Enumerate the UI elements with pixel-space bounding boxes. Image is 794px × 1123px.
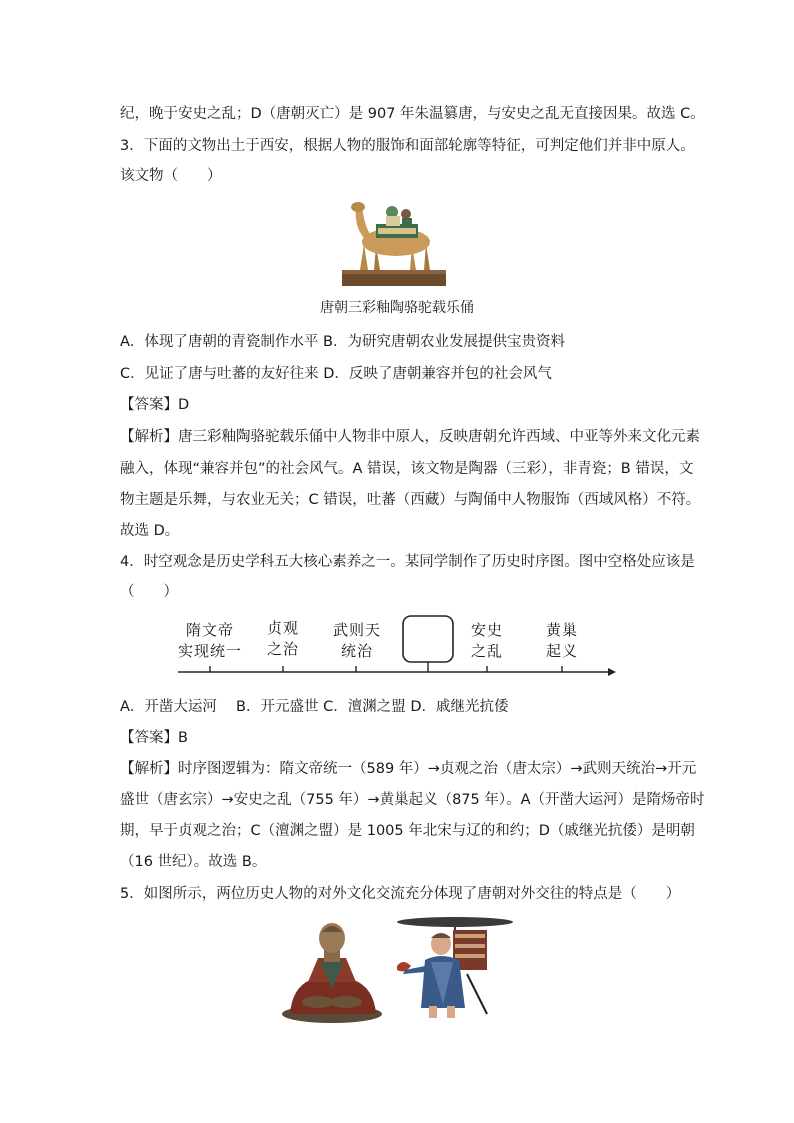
question-3-option-cd: C．见证了唐与吐蕃的友好往来 D．反映了唐朝兼容并包的社会风气 (120, 366, 552, 382)
timeline-label: 黄巢 起义 (545, 621, 578, 660)
question-4-options: A．开凿大运河 B．开元盛世 C．澶渊之盟 D．戚继光抗倭 (120, 699, 509, 715)
question-3-stem: 3．下面的文物出土于西安，根据人物的服饰和面部轮廓等特征，可判定他们并非中原人。 (120, 138, 695, 154)
question-5-stem: 5．如图所示，两位历史人物的对外文化交流充分体现了唐朝对外交往的特点是（ ） (120, 886, 681, 902)
timeline-label: 武则天 统治 (332, 621, 381, 660)
answer-label: 【答案】D (120, 397, 190, 413)
question-4-stem: 4．时空观念是历史学科五大核心素养之一。某同学制作了历史时序图。图中空格处应该是 (120, 554, 695, 570)
timeline-diagram (170, 610, 620, 680)
analysis-line: 融入，体现“兼容并包”的社会风气。A 错误，该文物是陶器（三彩），非青瓷；B 错误，文 (120, 461, 694, 477)
question-4-stem-cont: （ ） (120, 584, 178, 600)
analysis-line: 【解析】唐三彩釉陶骆驼载乐俑中人物非中原人，反映唐朝允许西域、中亚等外来文化元素 (120, 429, 700, 445)
timeline-label: 贞观 之治 (266, 619, 299, 658)
figure-caption: 唐朝三彩釉陶骆驼载乐俑 (320, 300, 474, 316)
timeline-label: 隋文帝 实现统一 (177, 621, 242, 660)
question-3-option-ab: A．体现了唐朝的青瓷制作水平 B．为研究唐朝农业发展提供宝贵资料 (120, 334, 565, 350)
monk-statue-image (280, 918, 385, 1023)
analysis-line: 盛世（唐玄宗）→安史之乱（755 年）→黄巢起义（875 年）。A（开凿大运河）是隋炀帝时 (120, 792, 705, 808)
timeline-label: 安史 之乱 (470, 621, 503, 660)
blank-box (403, 616, 453, 662)
analysis-line: （16 世纪）。故选 B。 (120, 854, 267, 870)
camel-figurine-image (340, 198, 450, 290)
analysis-line: 【解析】时序图逻辑为：隋文帝统一（589 年）→贞观之治（唐太宗）→武则天统治→开元 (120, 761, 697, 777)
text-line: 纪，晚于安史之乱；D（唐朝灭亡）是 907 年朱温篡唐，与安史之乱无直接因果。故选 C。 (120, 106, 705, 122)
answer-label: 【答案】B (120, 730, 188, 746)
analysis-line: 故选 D。 (120, 523, 180, 539)
analysis-line: 物主题是乐舞，与农业无关；C 错误，吐蕃（西藏）与陶俑中人物服饰（西域风格）不符。 (120, 492, 701, 508)
analysis-line: 期，早于贞观之治；C（澶渊之盟）是 1005 年北宋与辽的和约；D（戚继光抗倭）是明朝 (120, 823, 695, 839)
traveler-monk-image (395, 914, 515, 1024)
question-3-stem-cont: 该文物（ ） (120, 168, 222, 184)
